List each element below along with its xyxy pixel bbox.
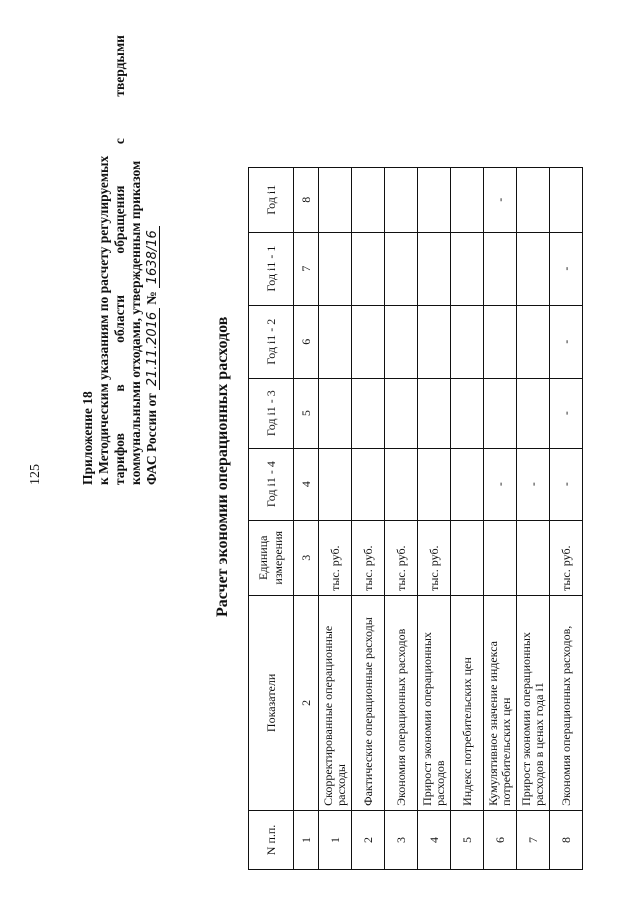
value-cell: [319, 168, 352, 233]
appendix-line-4: коммунальными отходами, утвержденным приказом: [128, 160, 143, 485]
indicator-cell: Прирост экономии операционных расходов: [418, 595, 451, 810]
row-number-cell: 4: [418, 810, 451, 869]
column-number: 3: [294, 520, 319, 595]
unit-cell: тыс. руб.: [352, 520, 385, 595]
appendix-order-prefix: ФАС России от: [144, 393, 159, 485]
table-row: [352, 168, 385, 870]
appendix-title: Приложение 18: [80, 391, 95, 485]
column-number: 4: [294, 448, 319, 520]
value-cell: [550, 168, 583, 233]
value-cell: [451, 378, 484, 448]
column-number: 6: [294, 305, 319, 378]
unit-cell: тыс. руб.: [385, 520, 418, 595]
table-row: [484, 168, 517, 870]
value-cell: [319, 448, 352, 520]
row-number-cell: 7: [517, 810, 550, 869]
indicator-cell: Скорректированные операционные расходы: [319, 595, 352, 810]
unit-cell: тыс. руб.: [418, 520, 451, 595]
appendix-line-2: к Методическим указаниям по расчету регулируемых: [96, 155, 111, 485]
unit-cell: тыс. руб.: [319, 520, 352, 595]
value-cell: -: [484, 448, 517, 520]
value-cell: [319, 232, 352, 305]
indicator-cell: Прирост экономии операционных расходов в ценах года i1: [517, 595, 550, 810]
value-cell: [517, 378, 550, 448]
unit-cell: тыс. руб.: [550, 520, 583, 595]
appendix-word: области: [112, 295, 127, 343]
appendix-line-3: [112, 35, 128, 485]
unit-cell: [484, 520, 517, 595]
value-cell: -: [550, 448, 583, 520]
column-header: N п.п.: [249, 810, 294, 869]
appendix-word: обращения: [112, 185, 127, 254]
number-sign: №: [144, 291, 159, 305]
value-cell: [484, 232, 517, 305]
appendix-word: твердыми: [112, 35, 127, 97]
value-cell: [418, 168, 451, 233]
value-cell: [484, 378, 517, 448]
value-cell: [352, 305, 385, 378]
table-row: [385, 168, 418, 870]
value-cell: [352, 232, 385, 305]
column-number: 5: [294, 378, 319, 448]
value-cell: [319, 378, 352, 448]
value-cell: -: [550, 305, 583, 378]
table-row: [319, 168, 352, 870]
table-row: [550, 168, 583, 870]
indicator-cell: Индекс потребительских цен: [451, 595, 484, 810]
value-cell: [352, 378, 385, 448]
value-cell: [385, 448, 418, 520]
indicator-cell: Кумулятивное значение индекса потребительских цен: [484, 595, 517, 810]
column-header: Год i1 - 1: [249, 232, 294, 305]
table-row: [517, 168, 550, 870]
column-header: Год i1: [249, 168, 294, 233]
row-number-cell: 2: [352, 810, 385, 869]
value-cell: [385, 168, 418, 233]
table-title: Расчет экономии операционных расходов: [214, 316, 231, 617]
appendix-word: с: [112, 138, 127, 145]
page-number: 125: [28, 464, 43, 485]
table-header-row: [249, 168, 294, 870]
indicator-cell: Экономия операционных расходов: [385, 595, 418, 810]
value-cell: [418, 448, 451, 520]
column-header: Год i1 - 3: [249, 378, 294, 448]
column-header: Показатели: [249, 595, 294, 810]
table-row: [418, 168, 451, 870]
value-cell: [517, 305, 550, 378]
table-body: [294, 168, 583, 870]
handwritten-order-date: 21.11.2016: [146, 308, 160, 390]
value-cell: [352, 168, 385, 233]
table-row: [451, 168, 484, 870]
column-header: Единица измерения: [249, 520, 294, 595]
operational-savings-table: [248, 167, 583, 870]
value-cell: -: [550, 378, 583, 448]
value-cell: [418, 378, 451, 448]
unit-cell: [517, 520, 550, 595]
value-cell: [418, 305, 451, 378]
indicator-cell: Фактические операционные расходы: [352, 595, 385, 810]
column-header: Год i1 - 4: [249, 448, 294, 520]
indicator-cell: Экономия операционных расходов,: [550, 595, 583, 810]
appendix-word: в: [112, 384, 127, 392]
unit-cell: [451, 520, 484, 595]
value-cell: -: [517, 448, 550, 520]
appendix-word: тарифов: [112, 433, 127, 485]
value-cell: [451, 448, 484, 520]
value-cell: -: [484, 168, 517, 233]
value-cell: [352, 448, 385, 520]
value-cell: [319, 305, 352, 378]
column-number: 2: [294, 595, 319, 810]
row-number-cell: 3: [385, 810, 418, 869]
value-cell: [385, 378, 418, 448]
value-cell: [451, 168, 484, 233]
appendix-header: [80, 35, 160, 485]
value-cell: [484, 305, 517, 378]
row-number-cell: 6: [484, 810, 517, 869]
row-number-cell: 1: [319, 810, 352, 869]
value-cell: [517, 232, 550, 305]
handwritten-order-number: 1638/16: [146, 226, 160, 288]
column-number: 1: [294, 810, 319, 869]
value-cell: [451, 305, 484, 378]
column-number-row: [294, 168, 319, 870]
value-cell: [385, 305, 418, 378]
value-cell: [451, 232, 484, 305]
column-number: 7: [294, 232, 319, 305]
row-number-cell: 8: [550, 810, 583, 869]
value-cell: [385, 232, 418, 305]
value-cell: [418, 232, 451, 305]
value-cell: [517, 168, 550, 233]
row-number-cell: 5: [451, 810, 484, 869]
appendix-line-5: [144, 35, 160, 485]
column-header: Год i1 - 2: [249, 305, 294, 378]
value-cell: -: [550, 232, 583, 305]
column-number: 8: [294, 168, 319, 233]
